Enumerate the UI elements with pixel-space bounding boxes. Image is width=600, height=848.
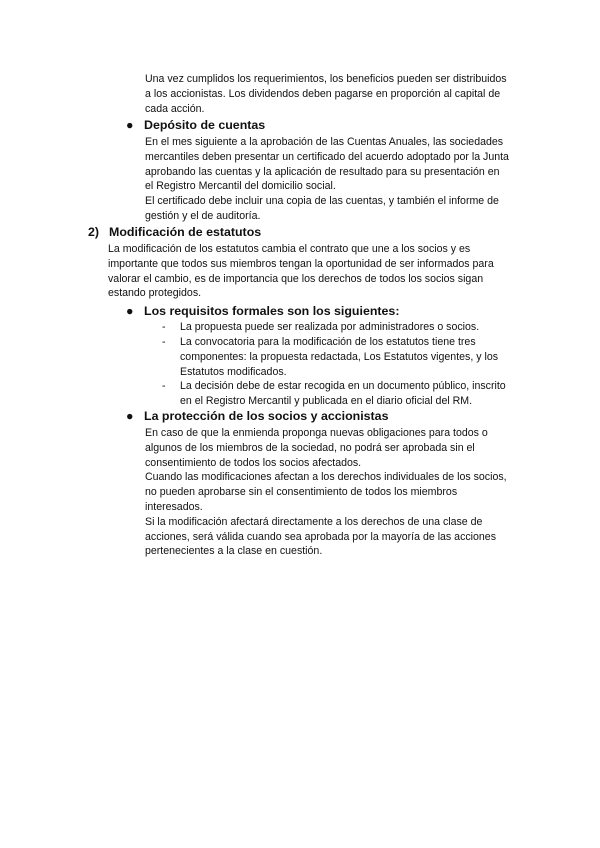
- text-line: aprobando las cuentas y la aplicación de resultado para su presentación en: [145, 165, 500, 178]
- text-line: mercantiles deben presentar un certificado del acuerdo adoptado por la Junta: [145, 150, 509, 163]
- heading-text: La protección de los socios y accionistas: [144, 409, 389, 423]
- text-line: interesados.: [145, 500, 203, 513]
- text-line: en el Registro Mercantil y publicada en el diario oficial del RM.: [180, 394, 473, 407]
- text-line: estando protegidos.: [108, 287, 202, 300]
- text-line: La convocatoria para la modificación de los estatutos tiene tres: [180, 336, 476, 348]
- text-line: valorar el cambio, es de importancia que los derechos de todos los socios sigan: [108, 272, 484, 285]
- bullet-icon: ●: [126, 304, 134, 318]
- text-line: acciones, será válida cuando sea aprobada por la mayoría de las acciones: [145, 530, 496, 543]
- deposito-heading: [126, 118, 265, 133]
- intro-paragraph: [145, 72, 530, 116]
- text-line: Estatutos modificados.: [180, 365, 287, 378]
- text-line: El certificado debe incluir una copia de las cuentas, y también el informe de: [145, 195, 499, 208]
- text-line: importante que todos sus miembros tengan la oportunidad de ser informados para: [108, 257, 494, 270]
- text-line: La propuesta puede ser realizada por administradores o socios.: [180, 321, 480, 333]
- text-line: componentes: la propuesta redactada, Los Estatutos vigentes, y los: [180, 350, 499, 363]
- bullet-icon: ●: [126, 409, 134, 423]
- text-line: gestión y el de auditoría.: [145, 209, 261, 222]
- dash-icon: -: [162, 321, 166, 333]
- heading-text: Modificación de estatutos: [109, 225, 262, 239]
- text-line: consentimiento de todos los socios afectados.: [145, 456, 362, 469]
- text-line: pertenecientes a la clase en cuestión.: [145, 545, 323, 558]
- section-number: 2): [88, 225, 100, 239]
- text-line: a los accionistas. Los dividendos deben pagarse en proporción al capital de: [145, 87, 501, 100]
- bullet-icon: ●: [126, 118, 134, 132]
- proteccion-paragraphs: [145, 426, 535, 559]
- list-item: [162, 320, 532, 335]
- text-line: La modificación de los estatutos cambia el contrato que une a los socios y es: [108, 243, 471, 255]
- section-heading: [88, 225, 261, 240]
- heading-text: Depósito de cuentas: [144, 118, 266, 132]
- text-line: Cuando las modificaciones afectan a los derechos individuales de los socios,: [145, 471, 507, 484]
- list-item: [162, 379, 532, 409]
- deposito-paragraph-1: [145, 135, 530, 224]
- list-item: [162, 335, 532, 379]
- proteccion-heading: [126, 409, 388, 424]
- text-line: Una vez cumplidos los requerimientos, los beneficios pueden ser distribuidos: [145, 73, 507, 85]
- text-line: no pueden aprobarse sin el consentimiento de todos los miembros: [145, 486, 458, 499]
- text-line: La decisión debe de estar recogida en un documento público, inscrito: [180, 380, 506, 392]
- dash-icon: -: [162, 336, 166, 348]
- dash-icon: -: [162, 380, 166, 392]
- section2-paragraph: [108, 242, 528, 301]
- text-line: cada acción.: [145, 102, 205, 115]
- text-line: algunos de los miembros de la sociedad, no podrá ser aprobada sin el: [145, 441, 475, 454]
- requisitos-heading: [126, 304, 399, 319]
- text-line: En el mes siguiente a la aprobación de las Cuentas Anuales, las sociedades: [145, 136, 504, 148]
- text-line: el Registro Mercantil del domicilio social.: [145, 180, 336, 193]
- text-line: Si la modificación afectará directamente a los derechos de una clase de: [145, 515, 483, 528]
- heading-text: Los requisitos formales son los siguientes:: [144, 304, 400, 318]
- text-line: En caso de que la enmienda proponga nuevas obligaciones para todos o: [145, 427, 488, 439]
